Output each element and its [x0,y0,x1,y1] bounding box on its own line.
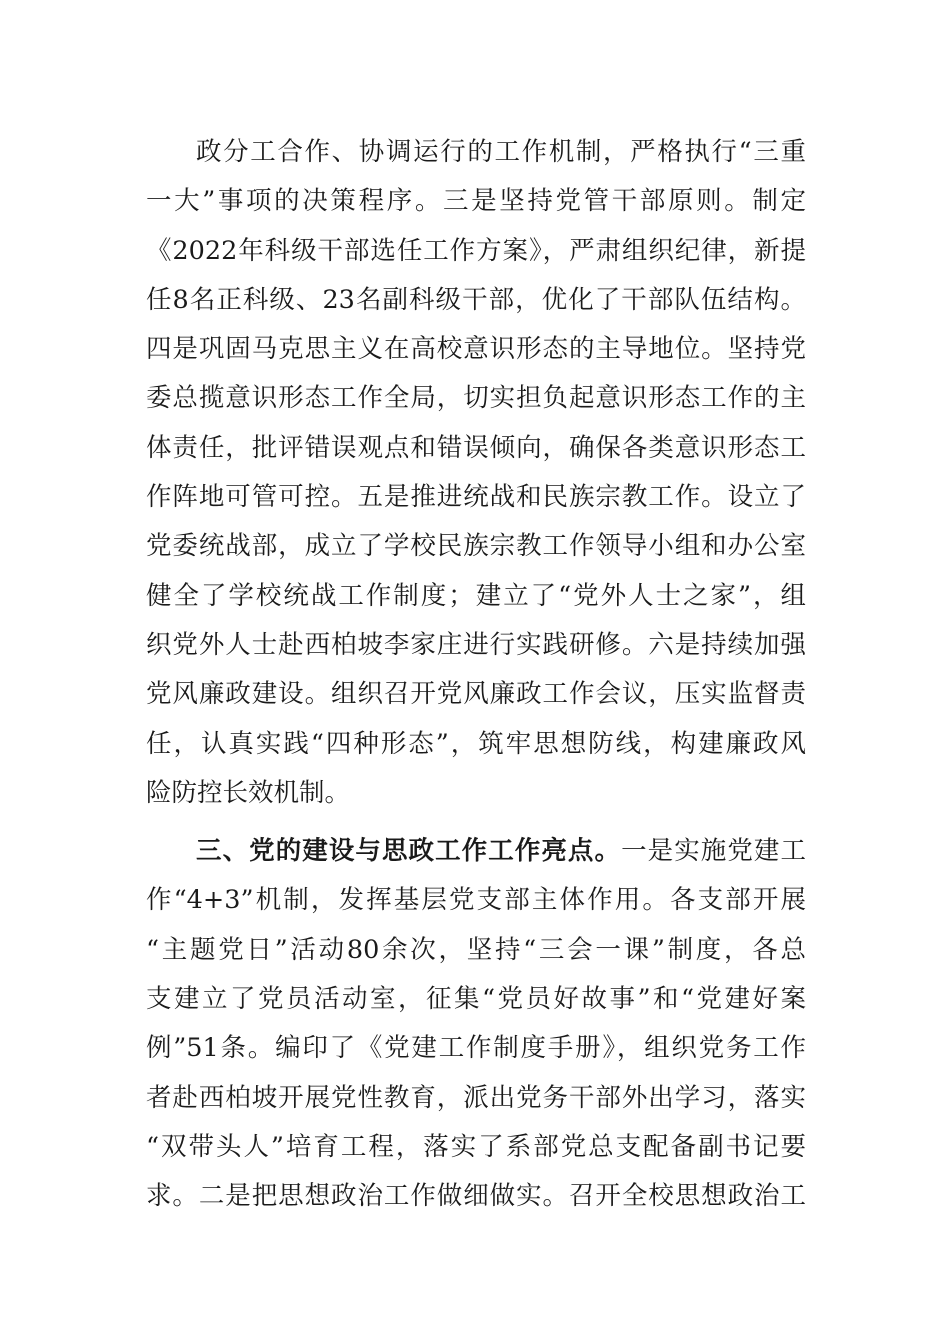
section-heading-line [146,827,806,876]
paragraph-line: 体责任，批评错误观点和错误倾向，确保各类意识形态工 [146,432,806,463]
document-body [146,128,806,1222]
paragraph-line: 者赴西柏坡开展党性教育，派出党务干部外出学习，落实 [146,1082,806,1113]
paragraph-line: 四是巩固马克思主义在高校意识形态的主导地位。坚持党 [146,334,806,365]
paragraph-line: 委总揽意识形态工作全局，切实担负起意识形态工作的主 [146,383,806,414]
paragraph-line: 政分工合作、协调运行的工作机制，严格执行“三重 [196,137,806,167]
section-heading: 三、党的建设与思政工作工作亮点。 [196,836,622,867]
paragraph-spacing [146,818,806,827]
paragraph-line: 《2022年科级干部选任工作方案》，严肃组织纪律，新提 [146,235,806,266]
paragraph-line: 党风廉政建设。组织召开党风廉政工作会议，压实监督责 [146,679,806,710]
paragraph-line: 求。二是把思想政治工作做细做实。召开全校思想政治工 [146,1181,806,1212]
paragraph-line: “主题党日”活动80余次，坚持“三会一课”制度，各总 [146,934,806,965]
paragraph-line: 险防控长效机制。 [146,777,351,808]
paragraph-line: 作“4+3”机制，发挥基层党支部主体作用。各支部开展 [146,885,806,916]
paragraph-line: 任，认真实践“四种形态”，筑牢思想防线，构建廉政风 [146,728,806,759]
paragraph-line: 例”51条。编印了《党建工作制度手册》，组织党务工作 [146,1033,806,1064]
paragraph-line: 一大”事项的决策程序。三是坚持党管干部原则。制定 [146,186,806,217]
paragraph-line: “双带头人”培育工程，落实了系部党总支配备副书记要 [146,1131,806,1162]
paragraph-line: 党委统战部，成立了学校民族宗教工作领导小组和办公室 [146,531,806,562]
paragraph-line: 支建立了党员活动室，征集“党员好故事”和“党建好案 [146,984,806,1015]
paragraph-line: 织党外人士赴西柏坡李家庄进行实践研修。六是持续加强 [146,629,806,660]
paragraph-2 [146,827,806,1221]
paragraph-line: 任8名正科级、23名副科级干部，优化了干部队伍结构。 [146,284,806,315]
paragraph-line: 作阵地可管可控。五是推进统战和民族宗教工作。设立了 [146,482,806,513]
paragraph-1 [146,128,806,818]
paragraph-line: 健全了学校统战工作制度；建立了“党外人士之家”，组 [146,580,806,611]
paragraph-line-rest: 一是实施党建工 [621,836,806,867]
